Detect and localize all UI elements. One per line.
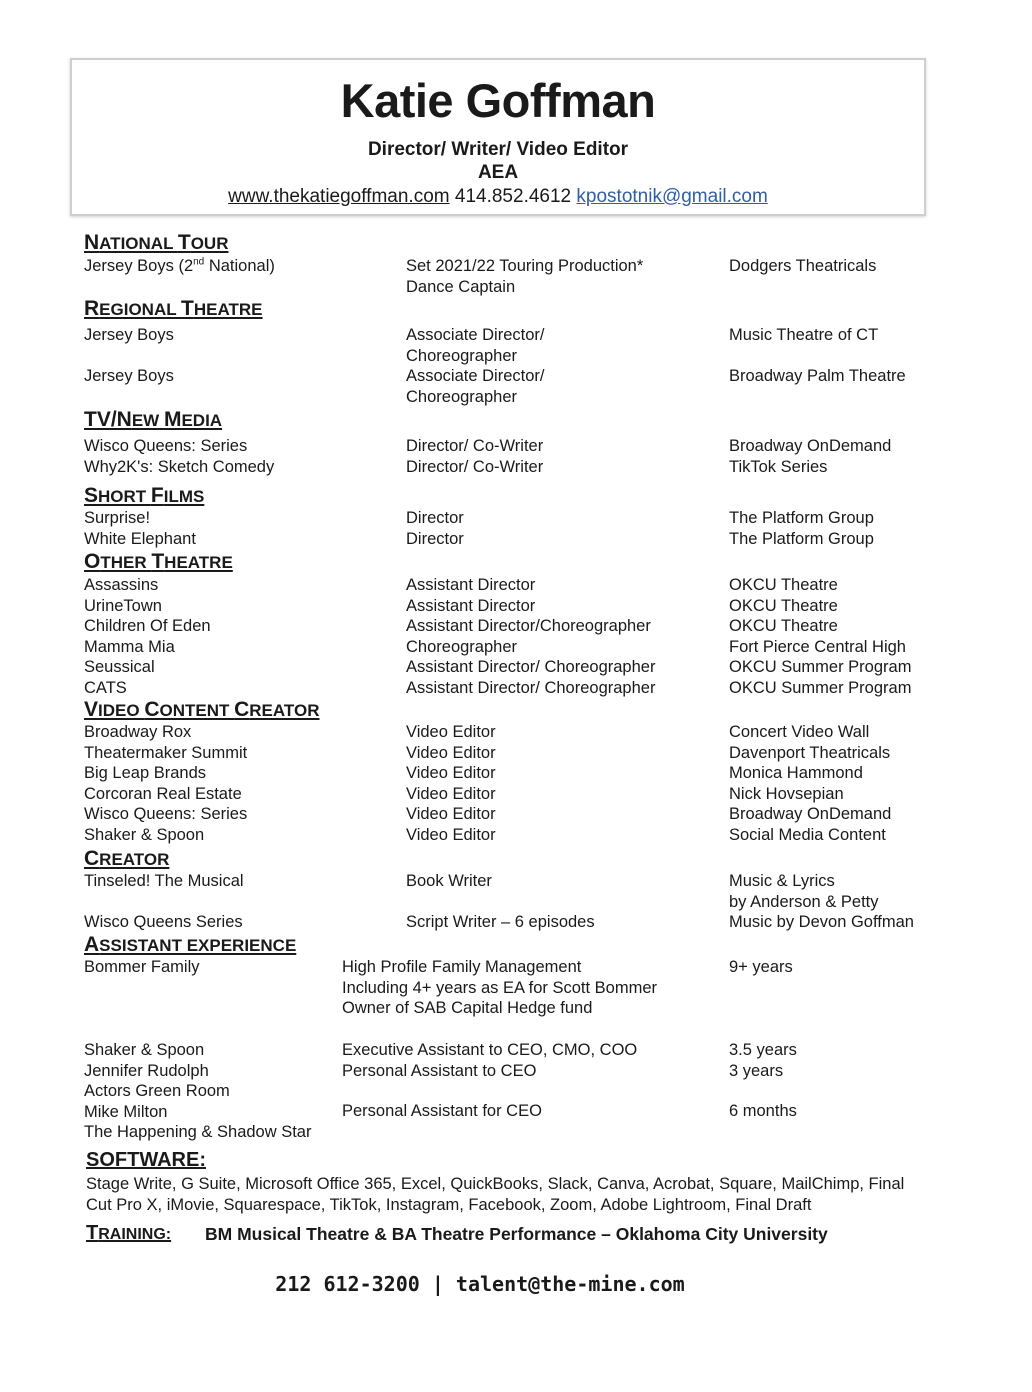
website-link[interactable]: www.thekatiegoffman.com [228,186,450,207]
credit-role: Associate Director/ Choreographer [406,326,545,365]
duration: 9+ years [729,958,793,976]
duty: Executive Assistant to CEO, CMO, COO Personal Assistant to CEO [342,1041,638,1080]
duration: 6 months [729,1102,797,1120]
duty: Personal Assistant for CEO [342,1102,542,1120]
credit-show: Surprise! White Elephant [84,509,196,548]
credit-role: Assistant Director Assistant Director Assistant Director/Choreographer Choreographer Assistant Director/ Choreographer Assistant Director/ Choreographer [406,576,656,697]
credit-show: Jersey Boys [84,326,174,344]
section-tv-new-media: TV/NEW MEDIA [84,408,223,431]
credit-show: Wisco Queens: Series Why2K's: Sketch Comedy [84,437,275,476]
credit-show: Broadway Rox Theatermaker Summit Big Leap Brands Corcoran Real Estate Wisco Queens: Series Shaker & Spoon [84,723,248,844]
credit-show: Wisco Queens Series [84,913,243,931]
phone-number: 414.852.4612 [454,186,572,207]
credit-role: Book Writer [406,872,492,890]
email-link[interactable]: kpostotnik@gmail.com [576,186,768,207]
credit-company: Music by Devon Goffman [729,913,914,931]
credit-company: The Platform Group The Platform Group [729,509,874,548]
employer: Bommer Family [84,958,200,976]
section-training: TRAINING: [86,1222,172,1244]
credit-company: Concert Video Wall Davenport Theatricals Monica Hammond Nick Hovsepian Broadway OnDemand Social Media Content [729,723,892,844]
credit-company: Dodgers Theatricals [729,257,877,275]
agency-contact: 212 612-3200 | talent@the-mine.com [275,1272,685,1296]
credit-show: Assassins UrineTown Children Of Eden Mamma Mia Seussical CATS [84,576,211,697]
section-software: SOFTWARE: [86,1149,206,1171]
section-assistant-experience: ASSISTANT EXPERIENCE [84,933,297,956]
resume-name: Katie Goffman [340,74,656,127]
credit-role: Script Writer – 6 episodes [406,913,595,931]
credit-company: Broadway Palm Theatre [729,367,906,385]
section-creator: CREATOR [84,847,170,870]
credit-company: OKCU Theatre OKCU Theatre OKCU Theatre Fort Pierce Central High OKCU Summer Program OKCU Summer Program [729,576,912,697]
employer: Shaker & Spoon Jennifer Rudolph Actors Green Room Mike Milton The Happening & Shadow Star [84,1041,312,1141]
credit-show: Jersey Boys (2nd National) [84,256,275,275]
duration: 3.5 years 3 years [729,1041,797,1080]
credit-show: Jersey Boys [84,367,174,385]
section-video-content-creator: VIDEO CONTENT CREATOR [84,698,320,721]
credit-company: Music Theatre of CT [729,326,879,344]
credit-role: Set 2021/22 Touring Production* Dance Captain [406,257,644,296]
credit-role: Associate Director/ Choreographer [406,367,545,406]
section-national-tour: NATIONAL TOUR [84,231,229,254]
header-box [70,58,926,216]
credit-role: Video Editor Video Editor Video Editor Video Editor Video Editor Video Editor [406,723,496,844]
credit-company: Broadway OnDemand TikTok Series [729,437,892,476]
union-affiliation: AEA [477,162,519,183]
credit-role: Director Director [406,509,464,548]
contact-line [72,185,924,209]
duty: High Profile Family Management Including 4+ years as EA for Scott Bommer Owner of SAB Capital Hedge fund [342,958,658,1017]
software-list: Stage Write, G Suite, Microsoft Office 365, Excel, QuickBooks, Slack, Canva, Acrobat, Square, MailChimp, Final Cut Pro X, iMovie, Squarespace, TikTok, Instagram, Facebook, Zoom, Adobe Lightroom, Final Draft [86,1175,905,1214]
training-text: BM Musical Theatre & BA Theatre Performance – Oklahoma City University [205,1224,828,1244]
section-short-films: SHORT FILMS [84,484,205,507]
credit-show: Tinseled! The Musical [84,872,244,890]
credit-company: Music & Lyrics by Anderson & Petty [729,872,879,911]
job-titles: Director/ Writer/ Video Editor [367,139,629,160]
credit-role: Director/ Co-Writer Director/ Co-Writer [406,437,544,476]
section-regional-theatre: REGIONAL THEATRE [84,297,263,320]
section-other-theatre: OTHER THEATRE [84,550,233,573]
